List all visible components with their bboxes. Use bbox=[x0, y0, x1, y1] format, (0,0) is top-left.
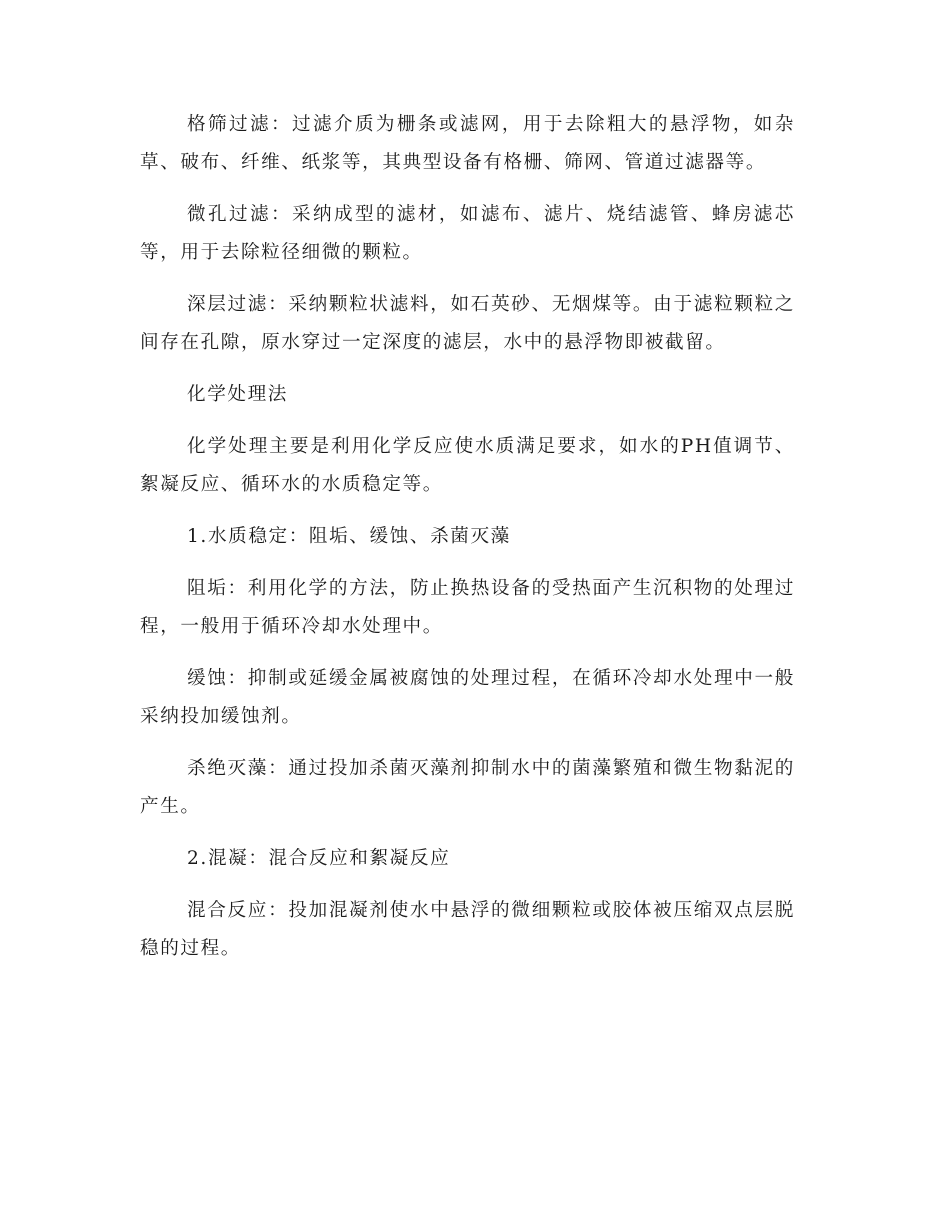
paragraph-microporous-filtration: 微孔过滤：采纳成型的滤材，如滤布、滤片、烧结滤管、蜂房滤芯等，用于去除粒径细微的颗粒。 bbox=[140, 204, 795, 263]
section-heading-chemical-treatment: 化学处理法 bbox=[187, 384, 288, 405]
paragraph-deep-bed-filtration: 深层过滤：采纳颗粒状滤料，如石英砂、无烟煤等。由于滤粒颗粒之间存在孔隙，原水穿过一定深度的滤层，水中的悬浮物即被截留。 bbox=[140, 294, 795, 353]
paragraph-chemical-treatment-intro: 化学处理主要是利用化学反应使水质满足要求，如水的PH值调节、絮凝反应、循环水的水质稳定等。 bbox=[140, 436, 795, 495]
paragraph-sterilization-algae-removal: 杀绝灭藻：通过投加杀菌灭藻剂抑制水中的菌藻繁殖和微生物黏泥的产生。 bbox=[140, 758, 795, 817]
subheading-water-stability: 1.水质稳定：阻垢、缓蚀、杀菌灭藻 bbox=[187, 526, 511, 547]
paragraph-screen-filtration: 格筛过滤：过滤介质为栅条或滤网，用于去除粗大的悬浮物，如杂草、破布、纤维、纸浆等，其典型设备有格栅、筛网、管道过滤器等。 bbox=[140, 114, 795, 173]
paragraph-mixing-reaction: 混合反应：投加混凝剂使水中悬浮的微细颗粒或胶体被压缩双点层脱稳的过程。 bbox=[140, 900, 795, 959]
document-body bbox=[140, 106, 795, 982]
paragraph-scale-inhibition: 阻垢：利用化学的方法，防止换热设备的受热面产生沉积物的处理过程，一般用于循环冷却水处理中。 bbox=[140, 578, 795, 637]
subheading-coagulation: 2.混凝：混合反应和絮凝反应 bbox=[187, 848, 451, 869]
paragraph-corrosion-inhibition: 缓蚀：抑制或延缓金属被腐蚀的处理过程，在循环冷却水处理中一般采纳投加缓蚀剂。 bbox=[140, 668, 795, 727]
